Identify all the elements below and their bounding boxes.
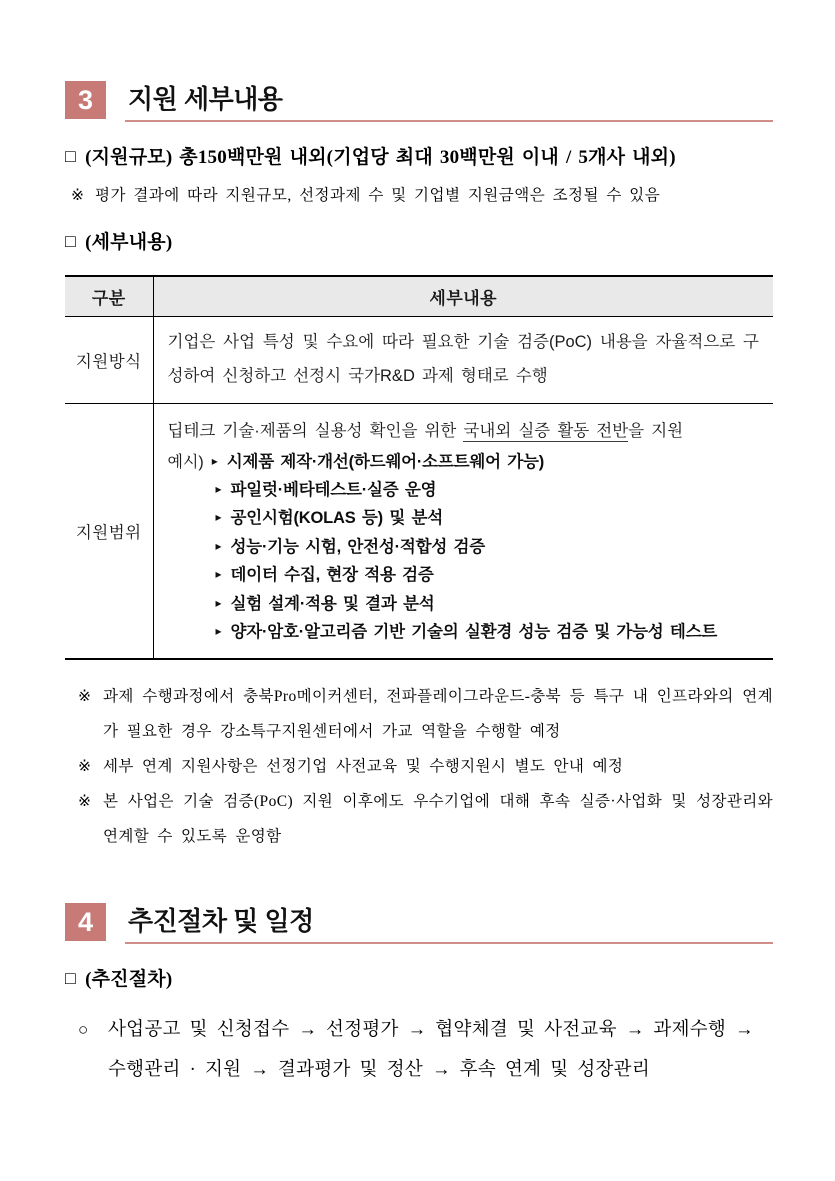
- reference-mark-icon: ※: [78, 758, 92, 776]
- triangle-bullet-icon: ▸: [215, 624, 222, 639]
- scope-bullet-line: [168, 562, 760, 591]
- row-content-scope: [153, 403, 773, 659]
- header-cell-details: 세부내용: [153, 276, 773, 316]
- support-details-table: [65, 275, 773, 660]
- table-body: [65, 316, 773, 659]
- footnote-item: [65, 784, 773, 854]
- scope-example-line: [168, 448, 760, 477]
- triangle-bullet-icon: ▸: [211, 453, 218, 468]
- triangle-bullet-icon: ▸: [215, 595, 222, 610]
- checkbox-icon: □: [65, 231, 77, 251]
- scope-bullet-text: 실험 설계·적용 및 결과 분석: [230, 594, 435, 613]
- section4-header: [65, 903, 773, 944]
- scope-bullet-text: 파일럿·베타테스트·실증 운영: [230, 480, 437, 499]
- footnote-text: 과제 수행과정에서 충북Pro메이커센터, 전파플레이그라운드-충북 등 특구 내 인프라와의 연계가 필요한 경우 강소특구지원센터에서 가교 역할을 수행할 예정: [103, 688, 773, 741]
- section4-title: 추진절차 및 일정: [128, 906, 314, 937]
- footnote-item: [65, 749, 773, 784]
- footnote-item: [65, 679, 773, 749]
- scope-intro-suffix: 을 지원: [628, 421, 684, 440]
- document-content: [65, 0, 773, 1090]
- footnote-text: 세부 연계 지원사항은 선정기업 사전교육 및 수행지원시 별도 안내 예정: [103, 758, 624, 776]
- scope-bullet-text: 양자·암호·알고리즘 기반 기술의 실환경 성능 검증 및 가능성 테스트: [230, 623, 718, 642]
- procedure-flow-text: 사업공고 및 신청접수 → 선정평가 → 협약체결 및 사전교육 → 과제수행 → 수행관리 · 지원 → 결과평가 및 정산 → 후속 연계 및 성장관리: [108, 1020, 754, 1081]
- procedure-label-line: [65, 964, 773, 991]
- scope-bullet-text: 공인시험(KOLAS 등) 및 분석: [230, 509, 443, 528]
- table-row-support-method: [65, 316, 773, 403]
- checkbox-icon: □: [65, 968, 77, 989]
- scope-bullet-line: [168, 534, 760, 563]
- section4-number-badge: 4: [65, 903, 106, 941]
- scope-bullet-line: [168, 591, 760, 620]
- section3-underline: [125, 120, 773, 122]
- table-row-support-scope: [65, 403, 773, 659]
- reference-mark-icon: ※: [78, 688, 92, 706]
- example-label: 예시): [167, 453, 204, 471]
- procedure-label-text: (추진절차): [85, 969, 173, 991]
- reference-mark-icon: ※: [78, 793, 92, 811]
- header-cell-category: 구분: [65, 276, 153, 316]
- triangle-bullet-icon: ▸: [215, 510, 222, 525]
- triangle-bullet-icon: ▸: [215, 538, 222, 553]
- scope-intro-line: [168, 417, 760, 445]
- circle-bullet-icon: ○: [78, 1020, 89, 1040]
- footnotes: [65, 679, 773, 854]
- row-label-method: 지원방식: [65, 316, 153, 403]
- support-scale-text: (지원규모) 총150백만원 내외(기업당 최대 30백만원 이내 / 5개사 내외): [85, 147, 676, 168]
- detail-label-line: [65, 227, 773, 254]
- row-content-method: 기업은 사업 특성 및 수요에 따라 필요한 기술 검증(PoC) 내용을 자율적으로 구성하여 신청하고 선정시 국가R&D 과제 형태로 수행: [153, 316, 773, 403]
- section3-title: 지원 세부내용: [128, 84, 283, 114]
- scope-bullet-text: 데이터 수집, 현장 적용 검증: [230, 566, 434, 585]
- scope-bullet-text: 시제품 제작·개선(하드웨어·소프트웨어 가능): [226, 452, 545, 471]
- scope-bullet-line: [168, 477, 760, 506]
- table-header-row: [65, 276, 773, 316]
- section3-header: [65, 81, 773, 122]
- section4-underline: [125, 942, 773, 944]
- section3-number-badge: 3: [65, 81, 106, 119]
- triangle-bullet-icon: ▸: [215, 567, 222, 582]
- support-scale-note: [65, 185, 773, 207]
- scope-intro-underlined: 국내외 실증 활동 전반: [463, 421, 629, 440]
- procedure-flow-line: [65, 1010, 773, 1090]
- detail-label-text: (세부내용): [85, 232, 173, 253]
- row-label-scope: 지원범위: [65, 403, 153, 659]
- footnote-text: 본 사업은 기술 검증(PoC) 지원 이후에도 우수기업에 대해 후속 실증·사업화 및 성장관리와 연계할 수 있도록 운영함: [103, 793, 773, 846]
- support-scale-line: [65, 142, 773, 169]
- scope-bullet-text: 성능·기능 시험, 안전성·적합성 검증: [230, 537, 486, 556]
- scope-bullet-line: [168, 505, 760, 534]
- scope-bullet-line: [168, 619, 760, 648]
- scope-intro-prefix: 딥테크 기술·제품의 실용성 확인을 위한: [167, 421, 464, 440]
- reference-mark-icon: ※: [71, 187, 85, 204]
- support-scale-note-text: 평가 결과에 따라 지원규모, 선정과제 수 및 기업별 지원금액은 조정될 수 있음: [95, 187, 661, 204]
- triangle-bullet-icon: ▸: [215, 481, 222, 496]
- table-head: [65, 276, 773, 316]
- checkbox-icon: □: [65, 146, 77, 166]
